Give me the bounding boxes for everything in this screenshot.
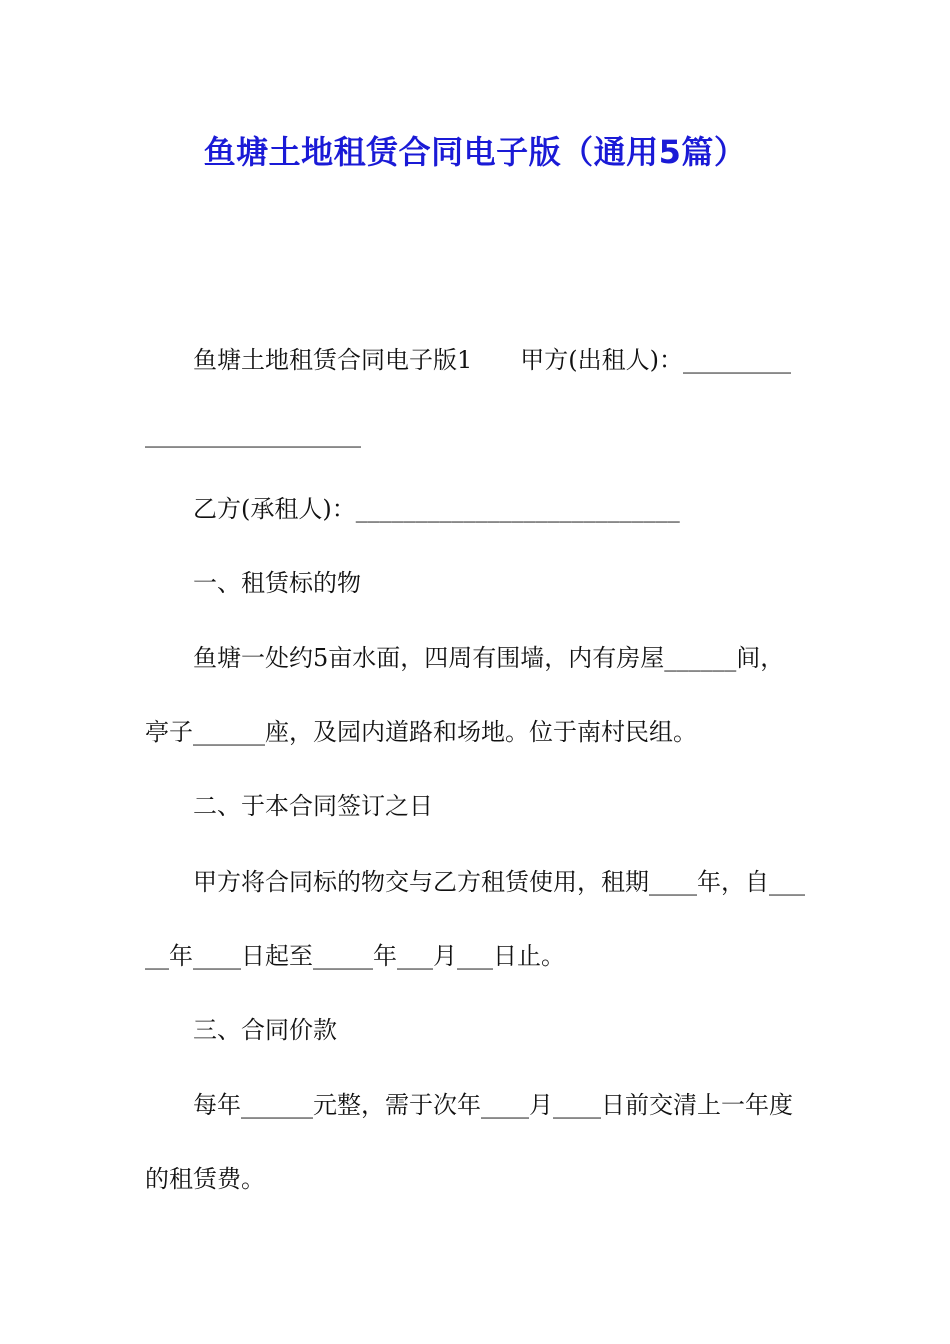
paragraph-party-b (145, 472, 810, 546)
section-heading-lease-object (145, 546, 810, 620)
document-title: 鱼塘土地租赁合同电子版（通用5篇） (203, 133, 747, 171)
paragraph-contract-price (145, 1068, 810, 1216)
paragraph-party-a (145, 323, 810, 471)
text-line: 一、租赁标的物 (193, 569, 361, 597)
text-line: 鱼塘一处约5亩水面，四周有围墙，内有房屋______间， (193, 644, 785, 672)
text-line: 三、合同价款 (193, 1016, 337, 1044)
text-line: 二、于本合同签订之日 (193, 792, 433, 820)
text-line: 每年______元整，需于次年____月____日前交清上一年度 (193, 1091, 793, 1119)
section-heading-contract-price (145, 993, 810, 1067)
paragraph-lease-object (145, 621, 810, 769)
text-line: 鱼塘土地租赁合同电子版1 甲方(出租人)：_________ (193, 346, 791, 374)
section-heading-signing-date (145, 769, 810, 843)
text-line: 的租赁费。 (145, 1165, 265, 1193)
text-line: __年____日起至_____年___月___日止。 (145, 942, 565, 970)
text-line: __________________ (145, 420, 361, 448)
text-line: 甲方将合同标的物交与乙方租赁使用，租期____年，自___ (193, 868, 805, 896)
text-line: 亭子______座，及园内道路和场地。位于南村民组。 (145, 718, 697, 746)
paragraph-lease-term (145, 845, 810, 993)
text-line: 乙方(承租人)：___________________________ (193, 495, 680, 523)
